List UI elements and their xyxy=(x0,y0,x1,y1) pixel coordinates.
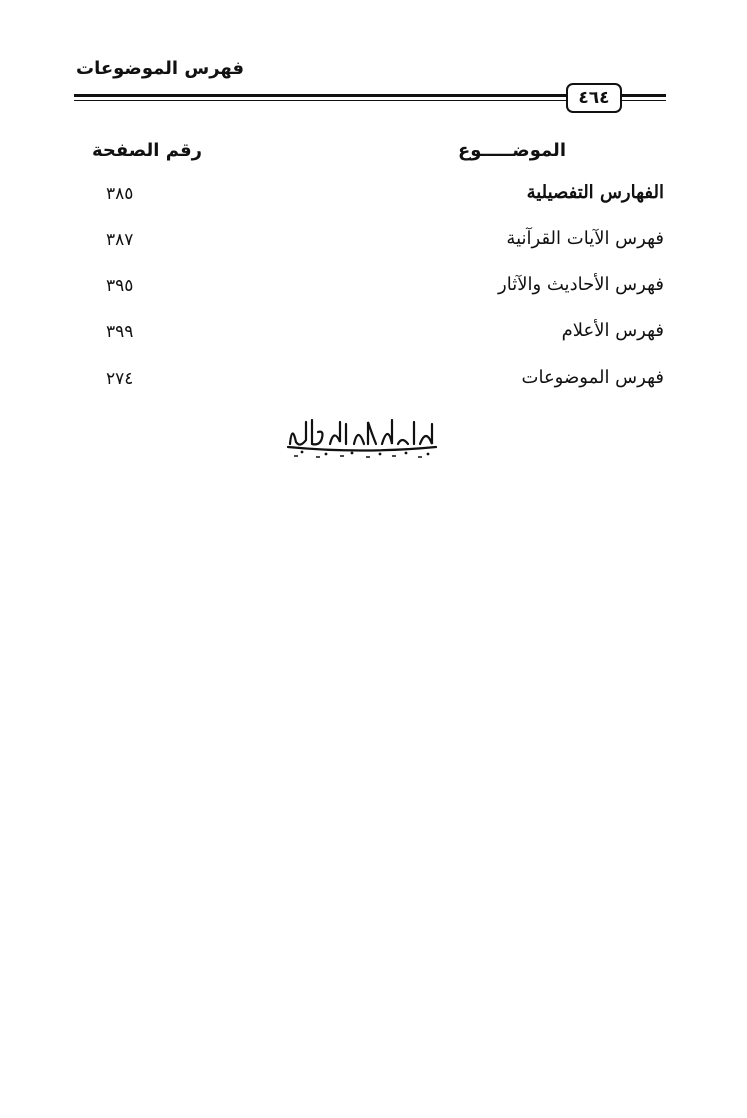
column-header-topic: الموضـــــوع xyxy=(457,140,566,161)
row-page: ٣٩٥ xyxy=(106,276,134,296)
row-topic: فهرس الأحاديث والآثار xyxy=(498,274,664,295)
row-topic: فهرس الأعلام xyxy=(561,320,664,341)
row-topic: فهرس الموضوعات xyxy=(521,367,664,388)
row-page: ٣٩٩ xyxy=(106,322,134,342)
row-page: ٢٧٤ xyxy=(106,369,134,389)
table-row xyxy=(90,182,664,214)
row-page: ٣٨٧ xyxy=(106,230,134,250)
header-title: فهرس الموضوعات xyxy=(76,58,245,79)
table-row xyxy=(90,320,664,352)
table-row xyxy=(90,367,664,399)
closing-calligraphy xyxy=(282,414,442,460)
row-page: ٣٨٥ xyxy=(106,184,134,204)
column-header-page: رقم الصفحة xyxy=(91,140,202,161)
calligraphy-ornament-icon xyxy=(282,414,442,460)
page-number: ٤٦٤ xyxy=(566,83,622,113)
table-row xyxy=(90,228,664,260)
row-topic: فهرس الآيات القرآنية xyxy=(506,228,664,249)
table-row xyxy=(90,274,664,306)
row-topic: الفهارس التفصيلية xyxy=(526,182,664,203)
